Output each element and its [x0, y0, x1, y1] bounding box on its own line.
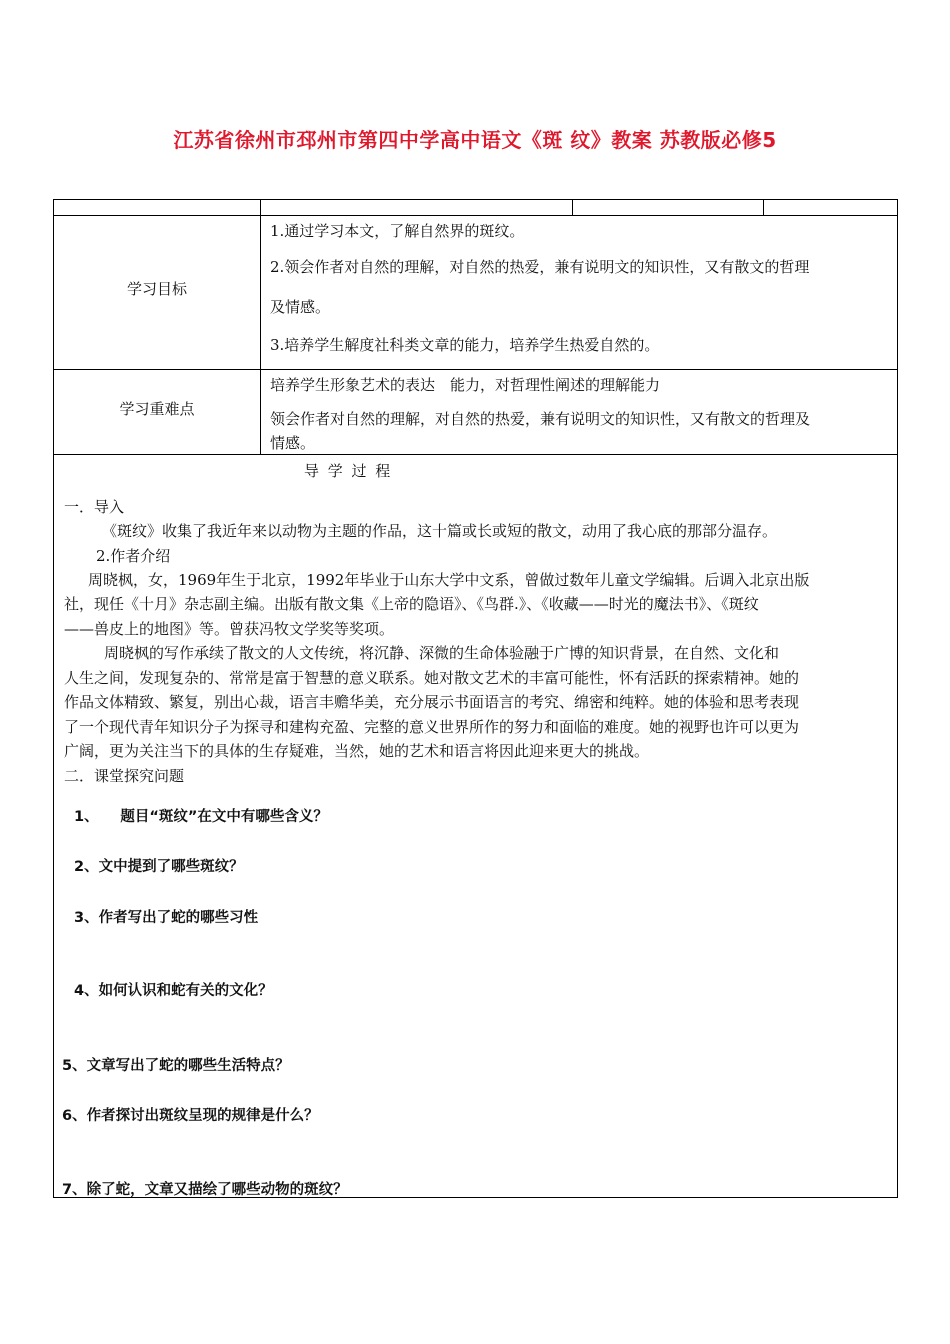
focus-line-1: 培养学生形象艺术的表达 能力，对哲理性阐述的理解能力 [270, 376, 661, 394]
question-1: 1、 题目“斑纹”在文中有哪些含义？ [74, 809, 328, 825]
process-heading: 导 学 过 程 [304, 462, 393, 480]
goals-line-2: 2.领会作者对自然的理解，对自然的热爱，兼有说明文的知识性，又有散文的哲理 [270, 258, 810, 276]
focus-label: 学习重难点 [119, 400, 195, 418]
focus-line-2: 领会作者对自然的理解，对自然的热爱，兼有说明文的知识性，又有散文的哲理及 [270, 410, 811, 428]
question-6: 6、作者探讨出斑纹呈现的规律是什么？ [62, 1108, 319, 1124]
goals-row-divider [54, 369, 897, 370]
style-line-1: 周晓枫的写作承续了散文的人文传统，将沉静、深微的生命体验融于广博的知识背景，在自然、文化和 [104, 644, 780, 662]
goals-label: 学习目标 [126, 280, 187, 298]
bio-line-3: ——兽皮上的地图》等。曾获冯牧文学奖等奖项。 [64, 620, 395, 638]
goals-line-3: 及情感。 [270, 298, 331, 316]
section-intro-heading: 一．导入 [64, 498, 125, 516]
style-line-3: 作品文体精致、繁复，别出心裁，语言丰赡华美，充分展示书面语言的考究、绵密和纯粹。她的体验和思考表现 [64, 693, 800, 711]
question-7: 7、除了蛇，文章又描绘了哪些动物的斑纹？ [62, 1182, 348, 1198]
style-line-4: 了一个现代青年知识分子为探寻和建构充盈、完整的意义世界所作的努力和面临的难度。她的视野也许可以更为 [64, 718, 800, 736]
style-line-5: 广阔，更为关注当下的具体的生存疑难，当然，她的艺术和语言将因此迎来更大的挑战。 [64, 742, 650, 760]
goals-line-1: 1.通过学习本文，了解自然界的斑纹。 [270, 222, 525, 240]
section-questions-heading: 二．课堂探究问题 [64, 767, 185, 785]
question-2: 2、文中提到了哪些斑纹？ [74, 859, 244, 875]
question-4: 4、如何认识和蛇有关的文化？ [74, 983, 273, 999]
header-col-divider-2 [763, 200, 764, 215]
bio-line-1: 周晓枫，女，1969年生于北京，1992年毕业于山东大学中文系，曾做过数年儿童文学编辑。后调入北京出版 [88, 571, 810, 589]
header-row-divider [54, 215, 897, 216]
document-title: 江苏省徐州市邳州市第四中学高中语文《斑 纹》教案 苏教版必修5 [173, 128, 777, 152]
question-5: 5、文章写出了蛇的哪些生活特点？ [62, 1058, 290, 1074]
focus-line-3: 情感。 [270, 434, 316, 452]
style-line-2: 人生之间，发现复杂的、常常是富于智慧的意义联系。她对散文艺术的丰富可能性，怀有活跃的探索精神。她的 [64, 669, 800, 687]
header-col-divider-1 [572, 200, 573, 215]
bio-line-2: 社，现任《十月》杂志副主编。出版有散文集《上帝的隐语》、《鸟群.》、《收藏——时光的魔法书》、《斑纹 [64, 595, 759, 613]
question-3: 3、作者写出了蛇的哪些习性 [74, 910, 259, 926]
intro-paragraph: 《斑纹》收集了我近年来以动物为主题的作品，这十篇或长或短的散文，动用了我心底的那部分温存。 [102, 522, 778, 540]
lesson-plan-table [53, 199, 898, 1198]
section-author-heading: 2.作者介绍 [96, 547, 171, 565]
label-col-divider [260, 200, 261, 454]
goals-line-4: 3.培养学生解度社科类文章的能力，培养学生热爱自然的。 [270, 336, 660, 354]
